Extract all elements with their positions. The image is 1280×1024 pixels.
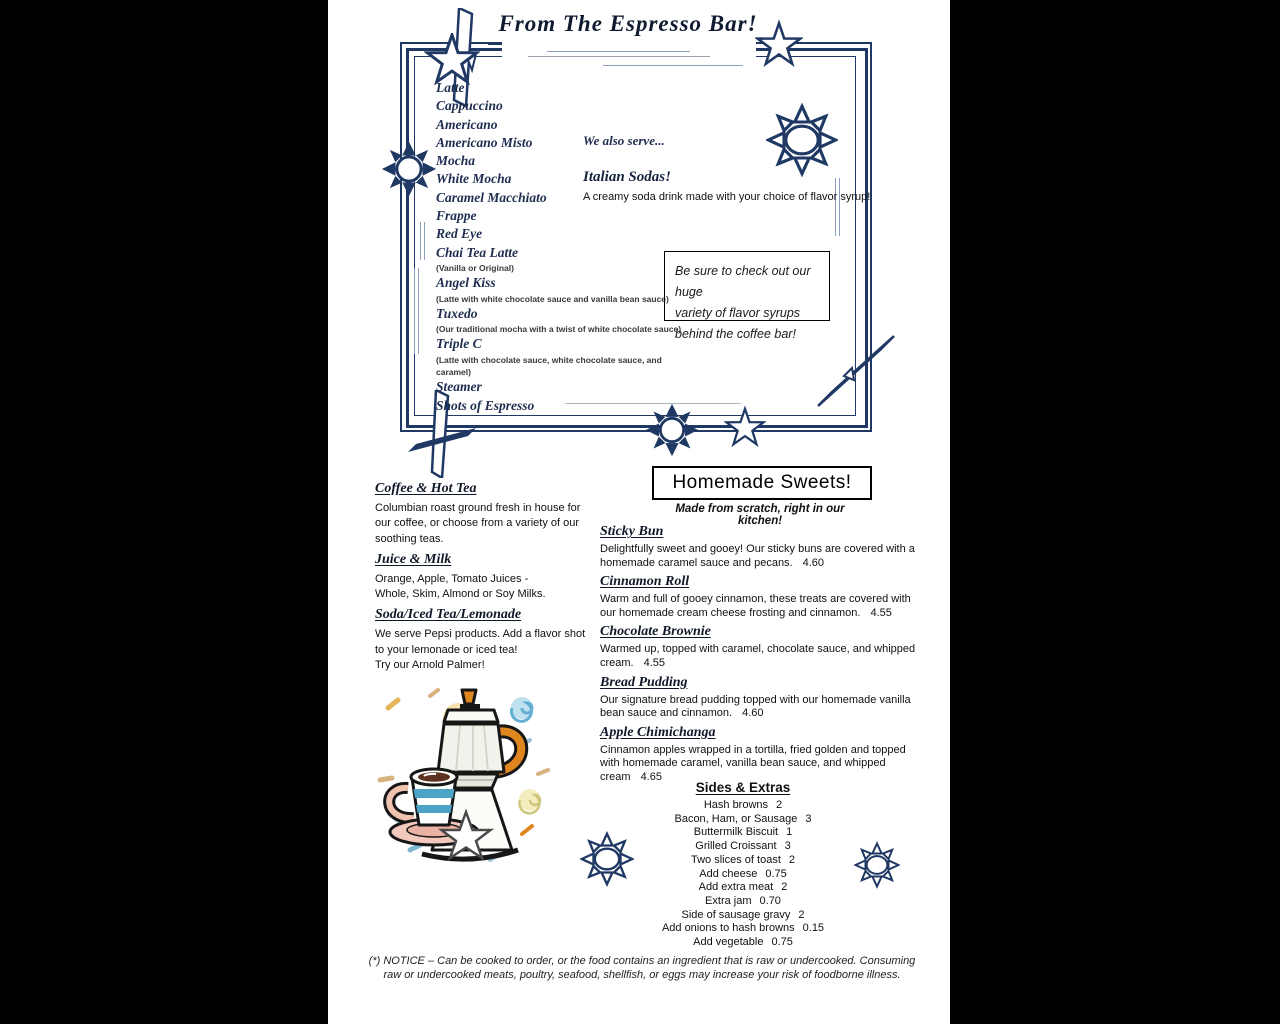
star-icon [755,15,803,73]
sweet-item-description: Warmed up, topped with caramel, chocolate sauce, and whipped cream. 4.55 [600,643,916,669]
sweet-item [600,574,916,620]
drinks-text-line: to your lemonade or iced tea! [375,643,518,656]
syrup-line: Be sure to check out our huge [675,264,811,299]
espresso-item: Red Eye [436,226,483,242]
italian-sodas-description: A creamy soda drink made with your choice of flavor syrup! [583,191,871,203]
accent-line [420,222,421,260]
espresso-item: Frappe [436,208,477,224]
side-item: Grilled Croissant 3 [695,840,791,853]
sun-icon [580,830,634,888]
espresso-item: Triple C [436,336,482,352]
sweet-item-price: 4.55 [870,606,892,619]
espresso-item: Steamer [436,379,482,395]
drinks-text-line: our coffee, or choose from a variety of our [375,517,580,530]
sides-heading: Sides & Extras [695,780,791,795]
accent-line [424,222,425,260]
sweet-item-description: Delightfully sweet and gooey! Our sticky buns are covered with a homemade caramel sauce and pecans. 4.60 [600,543,915,569]
title-flourish-line [547,51,690,52]
syrup-line: behind the coffee bar! [675,327,796,341]
syrup-line: variety of flavor syrups [675,306,801,320]
syrup-callout-box [664,251,830,341]
sweet-item-price: 4.65 [640,770,662,783]
drinks-section-heading: Coffee & Hot Tea [375,481,477,496]
drinks-section [375,607,589,673]
accent-line [839,178,840,236]
espresso-item: White Mocha [436,171,512,187]
sweet-item-description: Warm and full of gooey cinnamon, these treats are covered with our homemade cream cheese frosting and cinnamon. 4.55 [600,593,911,619]
espresso-item-note: (Latte with white chocolate sauce and vanilla bean sauce) [436,293,669,304]
espresso-item: Angel Kiss [436,275,496,291]
espresso-item: Shots of Espresso [436,397,535,413]
sweet-item-description: Cinnamon apples wrapped in a tortilla, fried golden and topped with homemade caramel, vanilla bean sauce, and whipped cream 4.65 [600,743,906,783]
side-item: Hash browns 2 [703,799,783,811]
espresso-list [436,79,686,415]
sweet-item-price: 4.55 [643,656,666,669]
side-item: Bacon, Ham, or Sausage 3 [674,812,812,825]
espresso-item: Americano Misto [436,134,533,150]
drinks-text-line: Columbian roast ground fresh in house for [375,502,581,514]
drinks-text-line: Orange, Apple, Tomato Juices - [375,572,529,585]
side-item: Add vegetable 0.75 [693,936,793,949]
drinks-section [375,552,589,603]
sweets-banner: Homemade Sweets! [652,466,872,500]
espresso-item: Mocha [436,153,476,169]
drinks-text-line: soothing teas. [375,532,444,545]
sun-icon [766,102,838,178]
sun-icon [380,139,438,199]
frame-title-gap [502,34,756,62]
sword-icon [816,326,896,416]
espresso-item: Cappuccino [436,98,503,114]
page-title: From The Espresso Bar! [498,11,758,36]
side-item: Side of sausage gravy 2 [681,908,805,921]
accent-line [835,178,836,236]
frame-stub-line [488,43,502,45]
frame-stub-line [488,49,502,51]
sweet-item [600,624,916,670]
drinks-column [375,481,589,673]
drinks-section [375,481,589,547]
coffee-pot-clipart [372,682,556,868]
title-flourish-line [603,65,743,66]
star-icon [724,402,766,452]
sweet-item-price: 4.60 [802,556,825,569]
title-flourish-line [528,56,710,57]
accent-line [418,268,419,354]
espresso-item: Latte [436,80,465,95]
sweet-item [600,524,916,570]
espresso-item-note: (Our traditional mocha with a twist of white chocolate sauce) [436,324,682,335]
side-item: Add extra meat 2 [698,881,788,894]
side-item: Buttermilk Biscuit 1 [693,826,793,839]
sweet-item-name: Sticky Bun [600,524,664,539]
menu-page [328,0,950,1024]
side-item: Extra jam 0.70 [705,894,781,907]
drinks-text-line: Try our Arnold Palmer! [375,659,485,672]
sweet-item-price: 4.60 [742,707,764,720]
drinks-text-line: We serve Pepsi products. Add a flavor shot [375,628,586,641]
sweets-tagline: Made from scratch, right in our kitchen! [675,503,845,527]
espresso-item: Caramel Macchiato [436,189,547,205]
sun-icon [854,838,900,892]
also-serve-intro: We also serve... [583,133,665,148]
sweet-item-name: Cinnamon Roll [600,574,690,590]
sweet-item-description: Our signature bread pudding topped with our homemade vanilla bean sauce and cinnamon. 4.60 [600,693,911,720]
drinks-section-heading: Juice & Milk [375,551,452,567]
sweet-item-name: Chocolate Brownie [600,624,711,640]
espresso-item-note: (Vanilla or Original) [436,262,514,273]
sweet-item [600,725,916,785]
drinks-text-line: Whole, Skim, Almond or Soy Milks. [375,588,546,601]
sweet-item-name: Bread Pudding [600,674,688,690]
espresso-item: Americano [436,116,498,132]
espresso-item: Tuxedo [436,305,478,321]
italian-sodas-heading: Italian Sodas! [583,169,671,185]
sweet-item-name: Apple Chimichanga [600,724,716,740]
side-item: Add onions to hash browns 0.15 [661,922,825,935]
espresso-item-note: (Latte with chocolate sauce, white chocolate sauce, and caramel) [436,354,662,378]
sweet-item [600,675,916,721]
accent-line [414,268,415,354]
side-item: Two slices of toast 2 [691,853,795,866]
food-safety-notice: (*) NOTICE – Can be cooked to order, or the food contains an ingredient that is raw or undercooked. Consuming raw or undercooked meats, poultry, seafood, shellfish, or eggs may increase your risk of foodborne illness. [368,955,916,981]
espresso-item: Chai Tea Latte [436,244,519,260]
sweets-column [600,524,916,785]
drinks-section-heading: Soda/Iced Tea/Lemonade [375,607,522,623]
star-icon [424,33,480,85]
side-item: Add cheese 0.75 [699,867,787,880]
